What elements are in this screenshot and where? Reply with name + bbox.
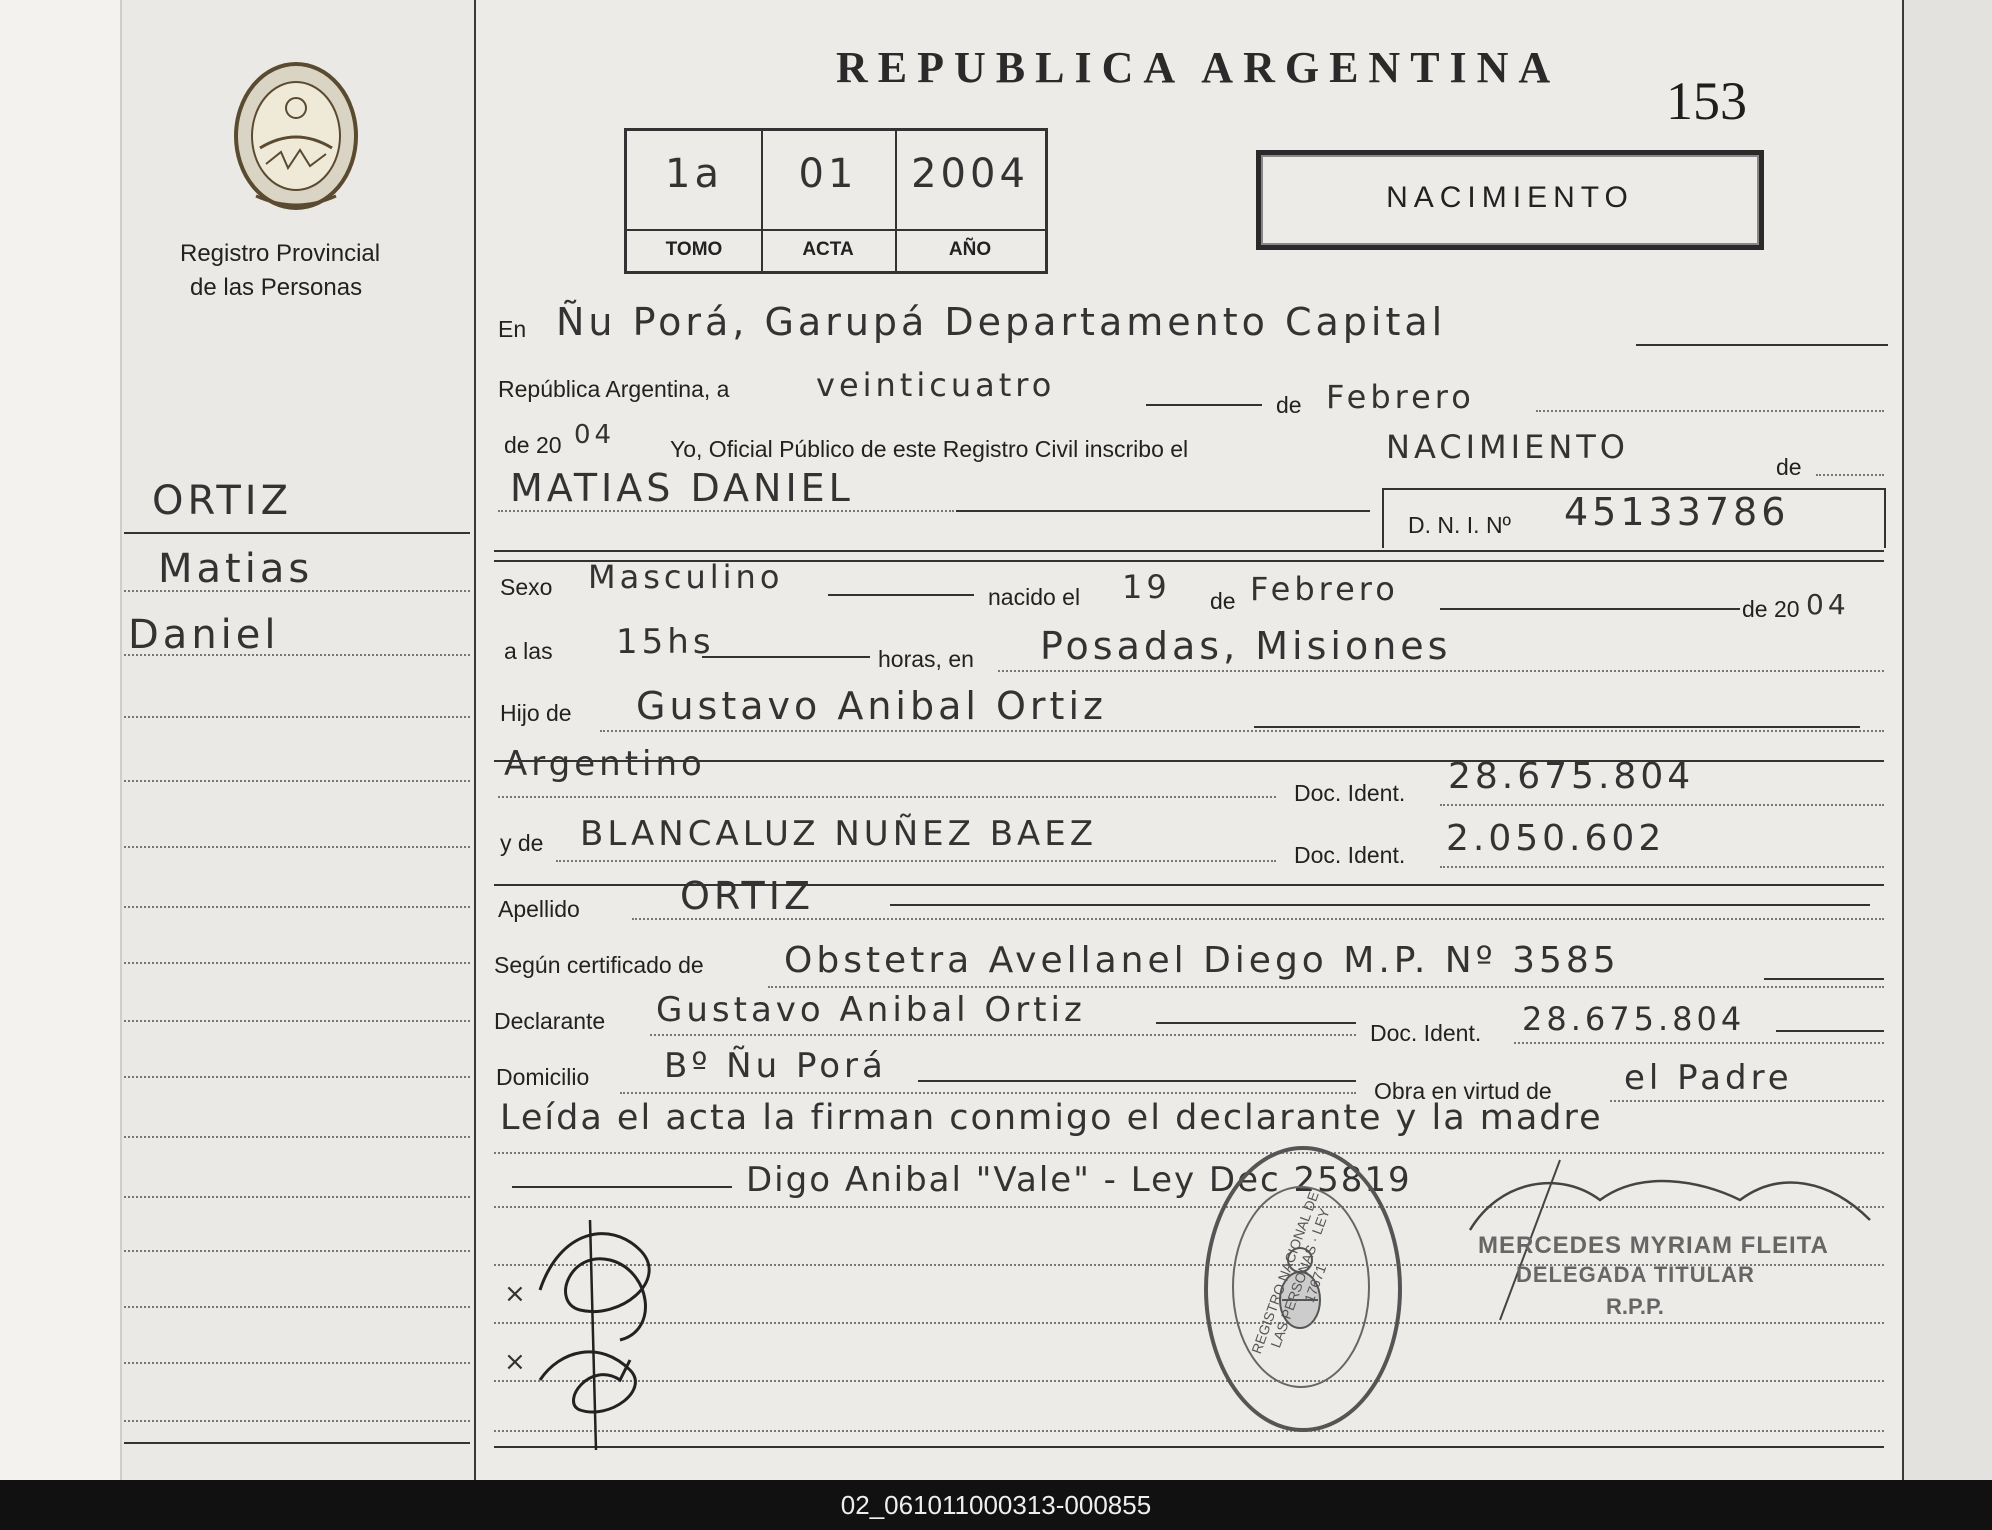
signatures-drawing (500, 1210, 700, 1450)
act-type-box (1256, 150, 1764, 250)
acta-cell (761, 131, 897, 271)
tomo-label: TOMO (627, 229, 761, 261)
declarante-doc-label: Doc. Ident. (1370, 1020, 1482, 1046)
place-value: Ñu Porá, Garupá Departamento Capital (556, 300, 1447, 344)
image-identifier: 02_061011000313-000855 (0, 1480, 1992, 1530)
declarante-label: Declarante (494, 1008, 606, 1034)
registrar-role: DELEGADA TITULAR (1516, 1262, 1755, 1287)
y-de-label: y de (500, 830, 544, 856)
sexo-value: Masculino (588, 558, 784, 596)
father-name-value: Gustavo Anibal Ortiz (636, 684, 1107, 728)
country-title: REPUBLICA ARGENTINA (836, 43, 1561, 92)
mother-doc-label: Doc. Ident. (1294, 842, 1406, 868)
domicilio-label: Domicilio (496, 1064, 590, 1090)
facing-page-edge (0, 0, 122, 1480)
closing-note-line2: Digo Anibal "Vale" - Ley Dec 25819 (746, 1160, 1412, 1200)
stub-given-name-2: Daniel (128, 612, 280, 658)
year-prefix-label: de 20 (504, 432, 562, 458)
hour-value: 15hs (616, 622, 715, 662)
de20-label: de 20 (1742, 596, 1800, 622)
birth-day-value: 19 (1122, 568, 1171, 606)
svg-text:×: × (504, 1279, 526, 1309)
domicilio-value: Bº Ñu Porá (664, 1046, 887, 1086)
misiones-crest-icon (226, 56, 366, 216)
ano-label: AÑO (895, 229, 1045, 261)
event-value: NACIMIENTO (1386, 428, 1629, 466)
registrar-office: R.P.P. (1606, 1294, 1664, 1319)
svg-text:×: × (504, 1347, 526, 1377)
tomo-cell (627, 131, 763, 271)
father-nationality-value: Argentino (504, 744, 706, 784)
acta-label: ACTA (761, 229, 895, 261)
segun-certificado-label: Según certificado de (494, 952, 704, 978)
registry-box (624, 128, 1048, 274)
sexo-label: Sexo (500, 574, 553, 600)
registrar-name: MERCEDES MYRIAM FLEITA (1478, 1232, 1829, 1259)
certificado-value: Obstetra Avellanel Diego M.P. Nº 3585 (784, 940, 1620, 981)
act-type-label: NACIMIENTO (1386, 181, 1634, 214)
stub-column (122, 0, 476, 1480)
hijo-label: Hijo de (500, 700, 572, 726)
birth-place-value: Posadas, Misiones (1040, 624, 1452, 668)
horas-label: horas, en (878, 646, 974, 672)
de3-label: de (1210, 588, 1236, 614)
mother-doc-value: 2.050.602 (1446, 818, 1666, 859)
stub-surname: ORTIZ (152, 478, 292, 524)
obra-virtud-label: Obra en virtud de (1374, 1078, 1552, 1104)
apellido-label: Apellido (498, 896, 580, 922)
tomo-value: 1a (665, 151, 723, 197)
month-value: Febrero (1326, 378, 1475, 416)
republica-label: República Argentina, a (498, 376, 730, 402)
en-label: En (498, 316, 527, 342)
day-words-value: veinticuatro (816, 366, 1056, 404)
de2-label: de (1776, 454, 1802, 480)
nacido-label: nacido el (988, 584, 1081, 610)
a-las-label: a las (504, 638, 553, 664)
father-doc-label: Doc. Ident. (1294, 780, 1406, 806)
stub-given-name-1: Matias (158, 546, 314, 592)
acta-value: 01 (798, 151, 858, 197)
birth-month-value: Febrero (1250, 570, 1399, 608)
registry-name-line1: Registro Provincial (180, 240, 381, 267)
seal-text: REGISTRO NACIONAL DE LAS PERSONAS · LEY 17671 (1248, 1189, 1333, 1356)
ano-cell (895, 131, 1045, 271)
right-page-edge (1904, 0, 1992, 1480)
registry-name-line2: de las Personas (190, 274, 363, 301)
dni-box (1382, 488, 1886, 548)
ano-value: 2004 (911, 151, 1029, 197)
apellido-value: ORTIZ (680, 874, 814, 918)
dni-value: 45133786 (1564, 490, 1790, 534)
declarante-value: Gustavo Anibal Ortiz (656, 990, 1086, 1030)
obra-virtud-value: el Padre (1624, 1058, 1793, 1098)
child-name-value: MATIAS DANIEL (510, 466, 854, 510)
year-suffix-value: 04 (574, 420, 616, 450)
de-label: de (1276, 392, 1302, 418)
yo-oficial-text: Yo, Oficial Público de este Registro Civil inscribo el (670, 436, 1189, 462)
birth-year-suffix-value: 04 (1806, 588, 1850, 621)
closing-note-line1: Leída el acta la firman conmigo el declarante y la madre (500, 1098, 1603, 1138)
declarante-doc-value: 28.675.804 (1522, 1000, 1746, 1038)
mother-name-value: BLANCALUZ NUÑEZ BAEZ (580, 814, 1098, 854)
dni-label: D. N. I. Nº (1408, 512, 1511, 538)
serial-number: 153 (1666, 71, 1747, 131)
father-doc-value: 28.675.804 (1448, 756, 1695, 797)
